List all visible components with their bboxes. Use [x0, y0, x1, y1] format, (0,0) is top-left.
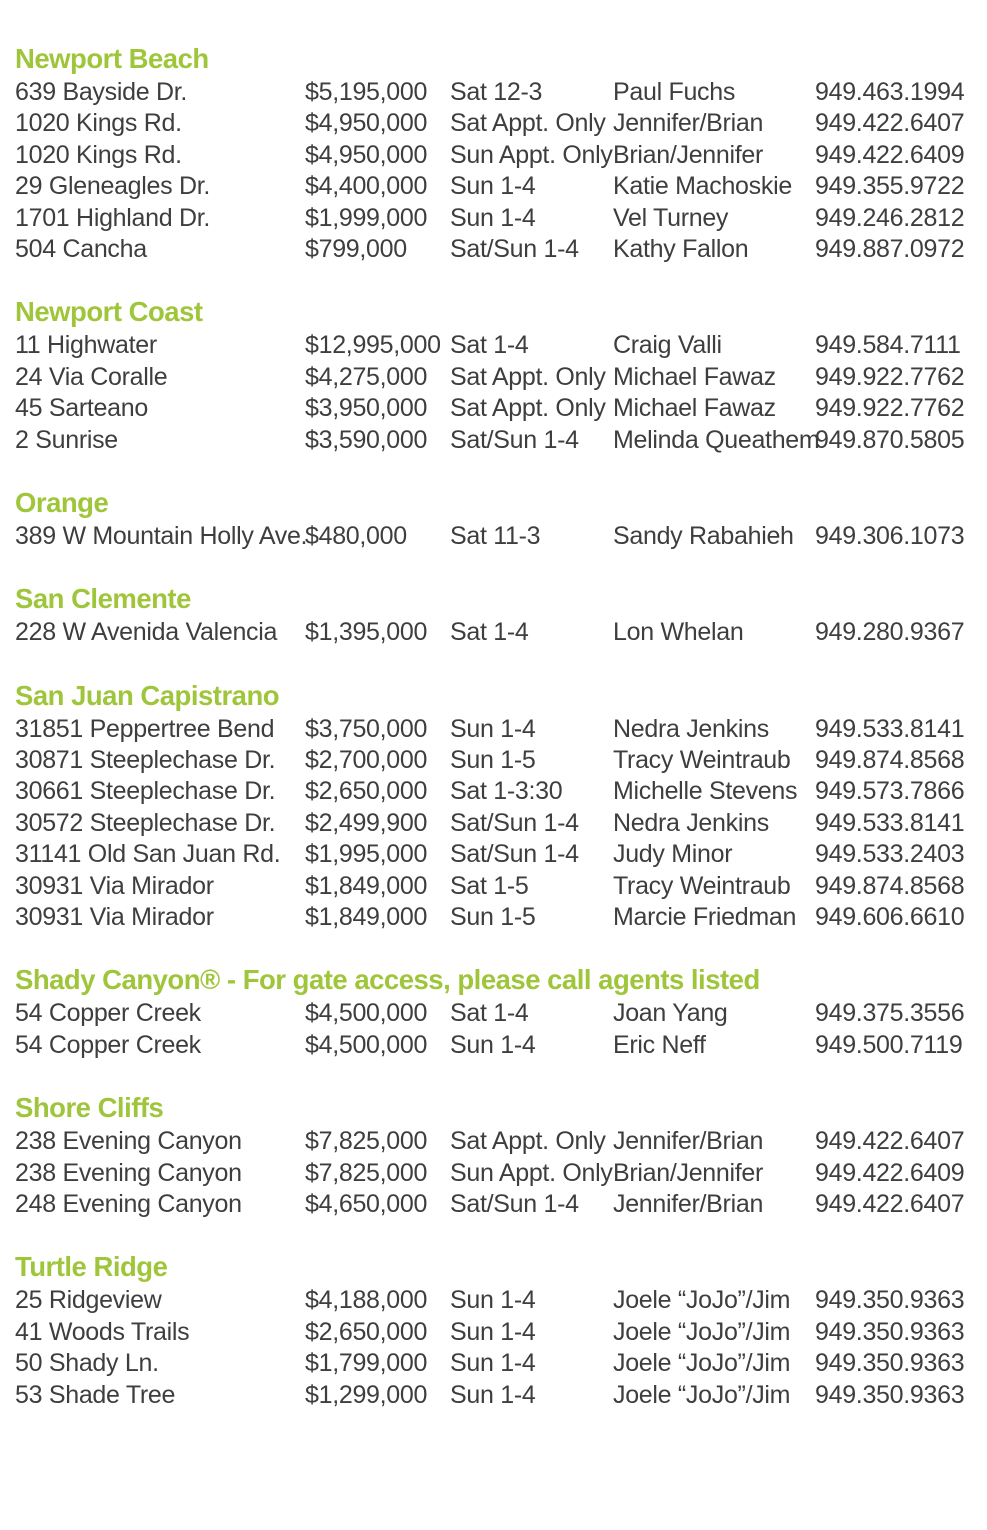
listings-table: [15, 1285, 977, 1411]
listing-address: 30931 Via Mirador: [15, 871, 214, 900]
listing-agent: Nedra Jenkins: [613, 714, 769, 743]
listing-row: [15, 839, 977, 870]
listing-address: 41 Woods Trails: [15, 1317, 190, 1346]
listing-row: [15, 1030, 977, 1061]
listing-time: Sat 12-3: [450, 78, 543, 106]
listing-phone: 949.533.8141: [815, 714, 965, 743]
section-title: Shore Cliffs: [15, 1092, 164, 1124]
listing-phone: 949.350.9363: [815, 1286, 965, 1315]
listing-row: [15, 1158, 977, 1189]
listing-row: [15, 330, 977, 361]
listing-agent: Joele “JoJo”/Jim: [613, 1349, 791, 1378]
section-title: Newport Beach: [15, 43, 209, 74]
listing-agent: Sandy Rabahieh: [613, 521, 794, 550]
listing-price: $4,500,000: [305, 999, 428, 1028]
city-section: [15, 293, 977, 456]
listing-price: $7,825,000: [305, 1127, 428, 1156]
listing-row: [15, 902, 977, 933]
listing-agent: Tracy Weintraub: [613, 871, 791, 900]
listing-row: [15, 1317, 977, 1348]
listing-agent: Lon Whelan: [613, 618, 744, 647]
listing-price: $7,825,000: [305, 1158, 428, 1187]
listing-phone: 949.306.1073: [815, 521, 965, 550]
listing-row: [15, 140, 977, 171]
listing-phone: 949.500.7119: [815, 1030, 963, 1059]
listing-address: 30931 Via Mirador: [15, 903, 214, 932]
listing-price: $3,950,000: [305, 394, 428, 423]
listing-time: Sun Appt. Only: [450, 140, 613, 169]
listing-phone: 949.870.5805: [815, 425, 965, 454]
listing-phone: 949.422.6407: [815, 1189, 965, 1218]
listing-row: [15, 1380, 977, 1411]
listing-time: Sat 11-3: [450, 521, 541, 550]
listing-phone: 949.375.3556: [815, 999, 965, 1028]
listing-address: 30871 Steeplechase Dr.: [15, 746, 276, 775]
listing-phone: 949.422.6409: [815, 140, 965, 169]
listing-time: Sat Appt. Only: [450, 1127, 606, 1156]
listing-address: 30572 Steeplechase Dr.: [15, 808, 276, 837]
listing-phone: 949.606.6610: [815, 903, 965, 932]
listing-time: Sat/Sun 1-4: [450, 808, 579, 837]
listing-time: Sun 1-4: [450, 714, 536, 743]
listing-price: $12,995,000: [305, 331, 441, 360]
listing-time: Sat 1-4: [450, 618, 529, 647]
listing-agent: Michael Fawaz: [613, 394, 776, 423]
section-title: San Juan Capistrano: [15, 679, 280, 711]
listing-row: [15, 1189, 977, 1220]
listing-time: Sat Appt. Only: [450, 394, 606, 423]
city-section: [15, 40, 977, 265]
listing-row: [15, 425, 977, 456]
listings-table: [15, 1126, 977, 1220]
listing-phone: 949.874.8568: [815, 871, 965, 900]
listing-time: Sun 1-4: [450, 1286, 536, 1315]
listing-agent: Brian/Jennifer: [613, 1158, 764, 1187]
listing-address: 31141 Old San Juan Rd.: [15, 840, 281, 869]
listing-address: 228 W Avenida Valencia: [15, 618, 278, 647]
listing-price: $5,195,000: [305, 78, 428, 106]
city-section: [15, 677, 977, 934]
listing-row: [15, 393, 977, 424]
listing-address: 1020 Kings Rd.: [15, 140, 182, 169]
listing-phone: 949.280.9367: [815, 618, 965, 647]
listing-time: Sun 1-5: [450, 903, 536, 932]
listing-price: $2,650,000: [305, 777, 428, 806]
listing-price: $1,799,000: [305, 1349, 428, 1378]
listing-price: $480,000: [305, 521, 407, 550]
listing-phone: 949.422.6407: [815, 109, 965, 138]
section-title: Orange: [15, 486, 109, 518]
listing-agent: Tracy Weintraub: [613, 746, 791, 775]
listing-address: 50 Shady Ln.: [15, 1349, 159, 1378]
listing-agent: Nedra Jenkins: [613, 808, 769, 837]
listing-agent: Joele “JoJo”/Jim: [613, 1286, 791, 1315]
city-section: [15, 580, 977, 648]
listing-time: Sun 1-4: [450, 1030, 536, 1059]
listings-table: [15, 521, 977, 552]
listing-address: 504 Cancha: [15, 234, 147, 263]
listing-price: $4,950,000: [305, 109, 428, 138]
listing-time: Sat/Sun 1-4: [450, 1189, 579, 1218]
listing-agent: Eric Neff: [613, 1030, 706, 1059]
listing-address: 238 Evening Canyon: [15, 1127, 242, 1156]
listing-price: $4,400,000: [305, 172, 428, 201]
listing-agent: Katie Machoskie: [613, 172, 792, 201]
listing-row: [15, 108, 977, 139]
listing-phone: 949.922.7762: [815, 394, 965, 423]
listing-price: $4,950,000: [305, 140, 428, 169]
listings-table: [15, 998, 977, 1061]
listing-address: 53 Shade Tree: [15, 1380, 176, 1409]
listing-phone: 949.422.6409: [815, 1158, 965, 1187]
listing-phone: 949.422.6407: [815, 1127, 965, 1156]
listing-address: 24 Via Coralle: [15, 362, 168, 391]
listing-price: $2,499,900: [305, 808, 428, 837]
listing-address: 2 Sunrise: [15, 425, 118, 454]
listing-agent: Jennifer/Brian: [613, 109, 764, 138]
listings-table: [15, 330, 977, 456]
listing-price: $1,395,000: [305, 618, 428, 647]
listing-address: 639 Bayside Dr.: [15, 78, 187, 106]
listing-row: [15, 871, 977, 902]
listings-table: [15, 714, 977, 934]
listing-agent: Vel Turney: [613, 203, 729, 232]
listing-row: [15, 234, 977, 265]
listing-phone: 949.533.2403: [815, 840, 965, 869]
listing-phone: 949.350.9363: [815, 1380, 965, 1409]
listing-row: [15, 77, 977, 108]
listing-agent: Joan Yang: [613, 999, 728, 1028]
listing-time: Sat Appt. Only: [450, 362, 606, 391]
listing-time: Sun 1-4: [450, 1317, 536, 1346]
listing-agent: Joele “JoJo”/Jim: [613, 1380, 791, 1409]
listing-row: [15, 808, 977, 839]
listing-address: 30661 Steeplechase Dr.: [15, 777, 276, 806]
listings-table: [15, 77, 977, 265]
listing-time: Sat 1-4: [450, 999, 529, 1028]
listing-row: [15, 776, 977, 807]
listing-price: $4,188,000: [305, 1286, 428, 1315]
listing-agent: Joele “JoJo”/Jim: [613, 1317, 791, 1346]
listing-phone: 949.887.0972: [815, 234, 965, 263]
listing-row: [15, 521, 977, 552]
listing-address: 11 Highwater: [15, 331, 157, 360]
listing-agent: Jennifer/Brian: [613, 1189, 764, 1218]
listing-address: 1020 Kings Rd.: [15, 109, 182, 138]
listing-address: 45 Sarteano: [15, 394, 148, 423]
section-title: Newport Coast: [15, 296, 203, 328]
listing-row: [15, 1285, 977, 1316]
listing-price: $2,700,000: [305, 746, 428, 775]
listing-phone: 949.463.1994: [815, 78, 965, 106]
listing-price: $4,650,000: [305, 1189, 428, 1218]
listing-price: $4,500,000: [305, 1030, 428, 1059]
listing-row: [15, 617, 977, 648]
listing-row: [15, 998, 977, 1029]
listing-agent: Craig Valli: [613, 331, 722, 360]
listing-time: Sun 1-5: [450, 746, 536, 775]
listing-row: [15, 203, 977, 234]
listing-time: Sun 1-4: [450, 1349, 536, 1378]
listing-price: $1,849,000: [305, 871, 428, 900]
listing-price: $3,750,000: [305, 714, 428, 743]
listing-phone: 949.355.9722: [815, 172, 965, 201]
listing-price: $3,590,000: [305, 425, 428, 454]
city-section: [15, 961, 977, 1061]
listing-time: Sat 1-5: [450, 871, 529, 900]
listing-agent: Judy Minor: [613, 840, 733, 869]
listing-time: Sun 1-4: [450, 203, 536, 232]
listing-agent: Paul Fuchs: [613, 78, 736, 106]
listing-agent: Michael Fawaz: [613, 362, 776, 391]
city-section: [15, 1089, 977, 1220]
listing-time: Sat 1-4: [450, 331, 529, 360]
listing-agent: Brian/Jennifer: [613, 140, 764, 169]
listings-table: [15, 617, 977, 648]
listing-address: 54 Copper Creek: [15, 1030, 201, 1059]
listing-row: [15, 714, 977, 745]
section-title: San Clemente: [15, 583, 191, 615]
listing-phone: 949.573.7866: [815, 777, 965, 806]
listing-time: Sun Appt. Only: [450, 1158, 613, 1187]
listing-address: 389 W Mountain Holly Ave.: [15, 521, 308, 550]
listing-row: [15, 1348, 977, 1379]
listing-time: Sat/Sun 1-4: [450, 234, 579, 263]
listing-price: $1,299,000: [305, 1380, 428, 1409]
listing-phone: 949.922.7762: [815, 362, 965, 391]
listing-price: $1,999,000: [305, 203, 428, 232]
listing-price: $1,995,000: [305, 840, 428, 869]
listing-price: $1,849,000: [305, 903, 428, 932]
city-section: [15, 1248, 977, 1411]
listing-phone: 949.874.8568: [815, 746, 965, 775]
listing-time: Sat Appt. Only: [450, 109, 606, 138]
listing-phone: 949.533.8141: [815, 808, 965, 837]
listing-agent: Melinda Queathem: [613, 425, 820, 454]
listing-agent: Marcie Friedman: [613, 903, 797, 932]
listing-row: [15, 362, 977, 393]
listing-address: 25 Ridgeview: [15, 1286, 162, 1315]
listing-time: Sat/Sun 1-4: [450, 425, 579, 454]
listing-phone: 949.246.2812: [815, 203, 965, 232]
listing-row: [15, 171, 977, 202]
listing-price: $2,650,000: [305, 1317, 428, 1346]
section-title: Shady Canyon® - For gate access, please call agents listed: [15, 964, 760, 996]
listing-time: Sat 1-3:30: [450, 777, 563, 806]
listing-address: 54 Copper Creek: [15, 999, 201, 1028]
listing-address: 1701 Highland Dr.: [15, 203, 211, 232]
listing-time: Sun 1-4: [450, 172, 536, 201]
listing-address: 29 Gleneagles Dr.: [15, 172, 211, 201]
city-section: [15, 484, 977, 552]
listing-price: $4,275,000: [305, 362, 428, 391]
listing-time: Sun 1-4: [450, 1380, 536, 1409]
listing-agent: Jennifer/Brian: [613, 1127, 764, 1156]
listing-address: 238 Evening Canyon: [15, 1158, 242, 1187]
listing-phone: 949.584.7111: [815, 331, 961, 360]
listing-row: [15, 1126, 977, 1157]
listing-agent: Kathy Fallon: [613, 234, 749, 263]
listing-phone: 949.350.9363: [815, 1349, 965, 1378]
listing-time: Sat/Sun 1-4: [450, 840, 579, 869]
listing-agent: Michelle Stevens: [613, 777, 798, 806]
listing-price: $799,000: [305, 234, 407, 263]
listing-row: [15, 745, 977, 776]
section-title: Turtle Ridge: [15, 1251, 168, 1283]
listing-address: 248 Evening Canyon: [15, 1189, 242, 1218]
listing-address: 31851 Peppertree Bend: [15, 714, 275, 743]
listing-phone: 949.350.9363: [815, 1317, 965, 1346]
